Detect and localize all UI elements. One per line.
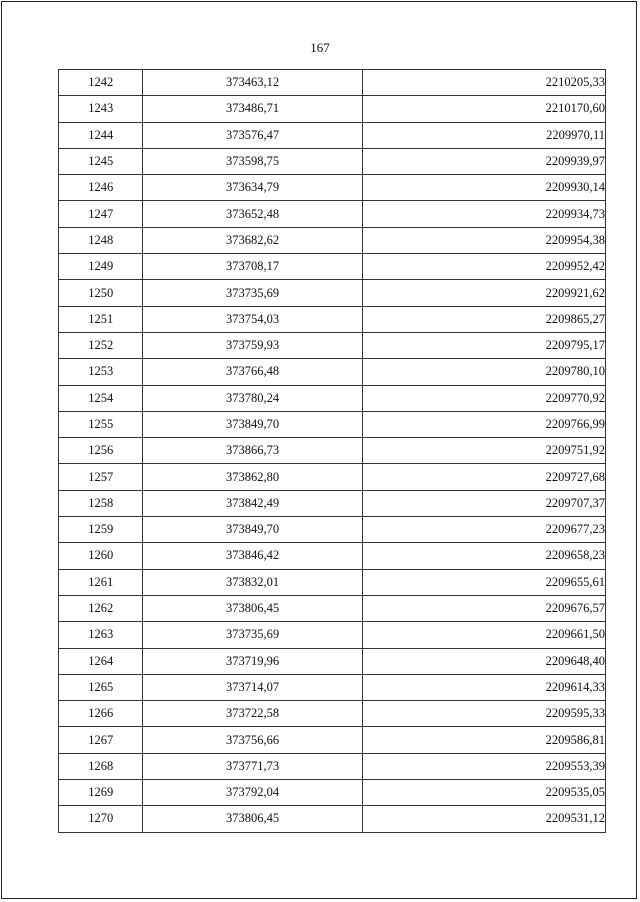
table-row [59,648,606,674]
x-coordinate-cell: 373806,45 [143,595,362,621]
x-coordinate-cell: 373806,45 [143,806,362,832]
y-coordinate-cell: 2209865,27 [362,306,605,332]
table-row [59,306,606,332]
x-coordinate-cell: 373792,04 [143,780,362,806]
table-row [59,254,606,280]
x-coordinate-cell: 373771,73 [143,753,362,779]
point-number-cell: 1253 [59,359,143,385]
x-coordinate-cell: 373766,48 [143,359,362,385]
y-coordinate-cell: 2209952,42 [362,254,605,280]
x-coordinate-cell: 373682,62 [143,227,362,253]
x-coordinate-cell: 373842,49 [143,490,362,516]
x-coordinate-cell: 373780,24 [143,385,362,411]
y-coordinate-cell: 2209954,38 [362,227,605,253]
x-coordinate-cell: 373862,80 [143,464,362,490]
x-coordinate-cell: 373866,73 [143,438,362,464]
table-row [59,148,606,174]
point-number-cell: 1252 [59,332,143,358]
table-row [59,122,606,148]
x-coordinate-cell: 373708,17 [143,254,362,280]
point-number-cell: 1269 [59,780,143,806]
point-number-cell: 1245 [59,148,143,174]
y-coordinate-cell: 2209658,23 [362,543,605,569]
point-number-cell: 1267 [59,727,143,753]
y-coordinate-cell: 2209795,17 [362,332,605,358]
point-number-cell: 1265 [59,674,143,700]
point-number-cell: 1258 [59,490,143,516]
table-row [59,517,606,543]
table-row [59,674,606,700]
x-coordinate-cell: 373576,47 [143,122,362,148]
y-coordinate-cell: 2209531,12 [362,806,605,832]
y-coordinate-cell: 2209707,37 [362,490,605,516]
x-coordinate-cell: 373735,69 [143,280,362,306]
coordinates-table-body [59,70,606,833]
point-number-cell: 1268 [59,753,143,779]
y-coordinate-cell: 2210170,60 [362,96,605,122]
point-number-cell: 1259 [59,517,143,543]
x-coordinate-cell: 373832,01 [143,569,362,595]
y-coordinate-cell: 2209970,11 [362,122,605,148]
table-row [59,806,606,832]
table-row [59,438,606,464]
point-number-cell: 1255 [59,411,143,437]
point-number-cell: 1246 [59,175,143,201]
table-row [59,595,606,621]
y-coordinate-cell: 2209677,23 [362,517,605,543]
point-number-cell: 1261 [59,569,143,595]
table-row [59,727,606,753]
y-coordinate-cell: 2209676,57 [362,595,605,621]
x-coordinate-cell: 373719,96 [143,648,362,674]
point-number-cell: 1264 [59,648,143,674]
coordinates-table [58,69,606,833]
y-coordinate-cell: 2209535,05 [362,780,605,806]
table-row [59,780,606,806]
point-number-cell: 1254 [59,385,143,411]
x-coordinate-cell: 373652,48 [143,201,362,227]
table-row [59,70,606,96]
y-coordinate-cell: 2209655,61 [362,569,605,595]
y-coordinate-cell: 2209648,40 [362,648,605,674]
point-number-cell: 1249 [59,254,143,280]
x-coordinate-cell: 373756,66 [143,727,362,753]
y-coordinate-cell: 2209934,73 [362,201,605,227]
x-coordinate-cell: 373754,03 [143,306,362,332]
table-row [59,359,606,385]
table-row [59,411,606,437]
point-number-cell: 1244 [59,122,143,148]
point-number-cell: 1242 [59,70,143,96]
table-row [59,543,606,569]
y-coordinate-cell: 2209939,97 [362,148,605,174]
table-row [59,464,606,490]
y-coordinate-cell: 2209766,99 [362,411,605,437]
table-row [59,490,606,516]
x-coordinate-cell: 373849,70 [143,517,362,543]
table-row [59,385,606,411]
x-coordinate-cell: 373846,42 [143,543,362,569]
point-number-cell: 1243 [59,96,143,122]
y-coordinate-cell: 2210205,33 [362,70,605,96]
y-coordinate-cell: 2209661,50 [362,622,605,648]
x-coordinate-cell: 373714,07 [143,674,362,700]
y-coordinate-cell: 2209614,33 [362,674,605,700]
y-coordinate-cell: 2209770,92 [362,385,605,411]
y-coordinate-cell: 2209586,81 [362,727,605,753]
point-number-cell: 1247 [59,201,143,227]
point-number-cell: 1263 [59,622,143,648]
table-row [59,227,606,253]
point-number-cell: 1262 [59,595,143,621]
table-row [59,332,606,358]
table-row [59,280,606,306]
table-row [59,201,606,227]
table-row [59,701,606,727]
y-coordinate-cell: 2209780,10 [362,359,605,385]
point-number-cell: 1266 [59,701,143,727]
y-coordinate-cell: 2209553,39 [362,753,605,779]
x-coordinate-cell: 373722,58 [143,701,362,727]
y-coordinate-cell: 2209930,14 [362,175,605,201]
point-number-cell: 1256 [59,438,143,464]
y-coordinate-cell: 2209921,62 [362,280,605,306]
point-number-cell: 1248 [59,227,143,253]
x-coordinate-cell: 373634,79 [143,175,362,201]
table-row [59,175,606,201]
point-number-cell: 1270 [59,806,143,832]
y-coordinate-cell: 2209595,33 [362,701,605,727]
point-number-cell: 1260 [59,543,143,569]
x-coordinate-cell: 373486,71 [143,96,362,122]
y-coordinate-cell: 2209727,68 [362,464,605,490]
table-row [59,622,606,648]
table-row [59,753,606,779]
x-coordinate-cell: 373759,93 [143,332,362,358]
table-row [59,569,606,595]
y-coordinate-cell: 2209751,92 [362,438,605,464]
table-row [59,96,606,122]
x-coordinate-cell: 373735,69 [143,622,362,648]
point-number-cell: 1251 [59,306,143,332]
x-coordinate-cell: 373849,70 [143,411,362,437]
point-number-cell: 1257 [59,464,143,490]
point-number-cell: 1250 [59,280,143,306]
page-number: 167 [310,40,330,55]
x-coordinate-cell: 373463,12 [143,70,362,96]
x-coordinate-cell: 373598,75 [143,148,362,174]
